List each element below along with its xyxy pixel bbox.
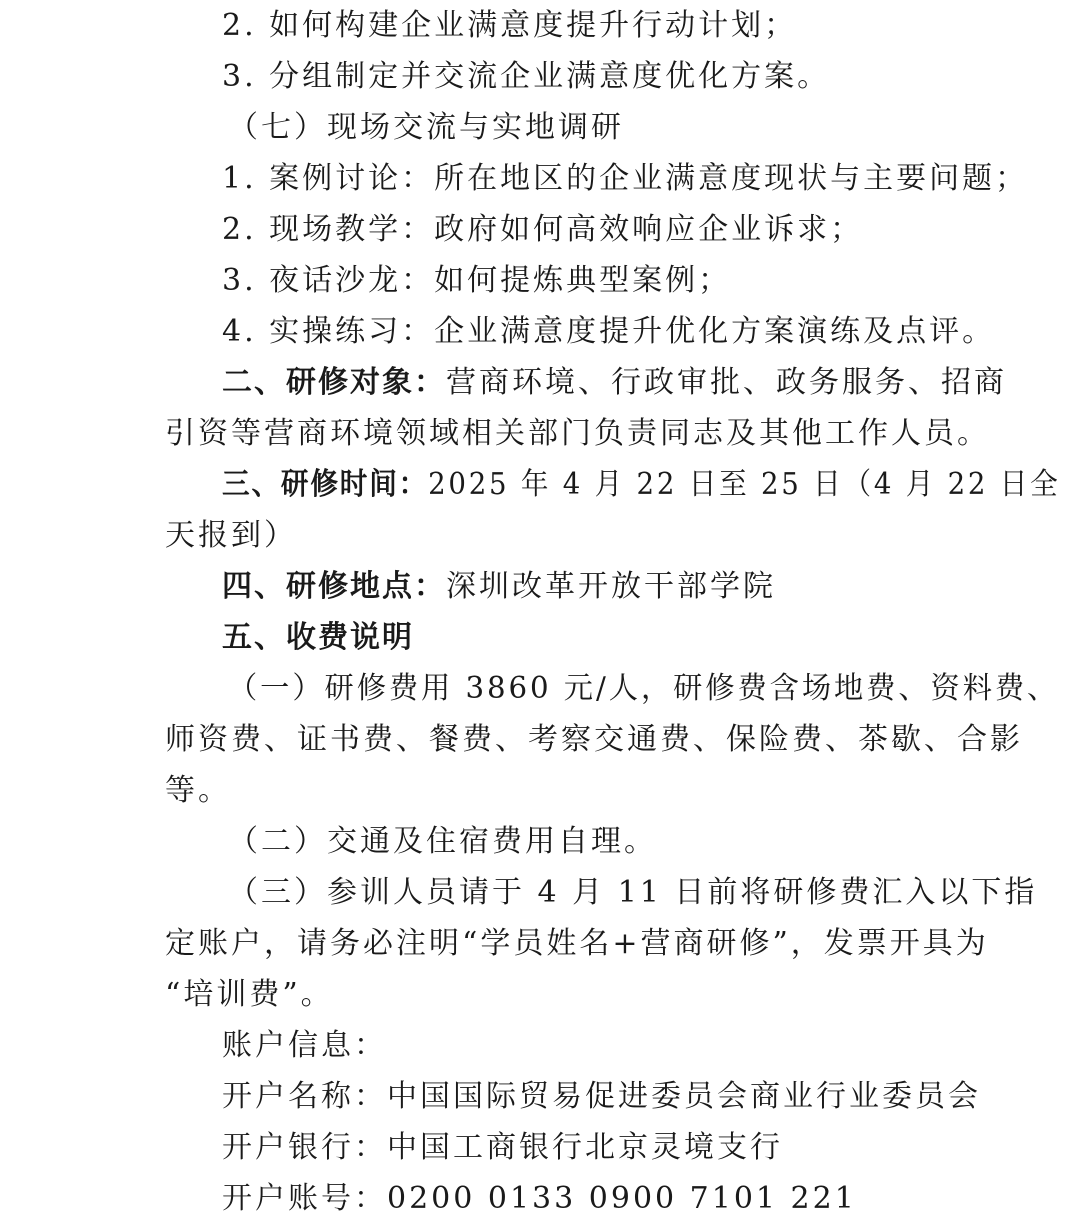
paragraph-text: （三）参训人员请于 4 月 11 日前将研修费汇入以下指 [228, 875, 1038, 910]
paragraph-text: 师资费、证书费、餐费、考察交通费、保险费、茶歇、合影 [165, 722, 1023, 757]
section-heading: 三、研修时间： [222, 467, 429, 502]
list-item: 3. 分组制定并交流企业满意度优化方案。 [222, 59, 831, 94]
paragraph-text: 营商环境、行政审批、政务服务、招商 [446, 365, 1007, 400]
paragraph-text: 定账户，请务必注明“学员姓名+营商研修”，发票开具为 [165, 926, 989, 961]
account-name: 开户名称：中国国际贸易促进委员会商业行业委员会 [222, 1079, 981, 1114]
list-item: 1. 案例讨论：所在地区的企业满意度现状与主要问题； [222, 161, 1029, 196]
list-item: 2. 现场教学：政府如何高效响应企业诉求； [222, 212, 864, 247]
account-number: 开户账号：0200 0133 0900 7101 221 [222, 1181, 857, 1216]
paragraph-text: 2025 年 4 月 22 日至 25 日（4 月 22 日全 [428, 467, 1061, 502]
section-heading: （七）现场交流与实地调研 [228, 110, 624, 145]
paragraph-text: （二）交通及住宿费用自理。 [228, 824, 657, 859]
paragraph-text: 深圳改革开放干部学院 [446, 569, 776, 604]
paragraph-text: （一）研修费用 3860 元/人，研修费含场地费、资料费、 [228, 671, 1060, 706]
section-heading: 五、收费说明 [222, 620, 414, 655]
section-heading: 二、研修对象： [222, 365, 446, 400]
account-bank: 开户银行：中国工商银行北京灵境支行 [222, 1130, 783, 1165]
paragraph-trainees [222, 363, 1007, 403]
paragraph-text: 引资等营商环境领域相关部门负责同志及其他工作人员。 [165, 416, 990, 451]
account-info-label: 账户信息： [222, 1028, 387, 1063]
paragraph-text: 等。 [165, 773, 231, 808]
list-item: 3. 夜话沙龙：如何提炼典型案例； [222, 263, 732, 298]
paragraph-location [222, 567, 776, 607]
paragraph-time [222, 465, 1060, 505]
paragraph-text: “培训费”。 [165, 977, 334, 1012]
section-heading: 四、研修地点： [222, 569, 446, 604]
paragraph-text: 天报到） [165, 518, 297, 553]
list-item: 4. 实操练习：企业满意度提升优化方案演练及点评。 [222, 314, 996, 349]
list-item: 2. 如何构建企业满意度提升行动计划； [222, 8, 798, 43]
